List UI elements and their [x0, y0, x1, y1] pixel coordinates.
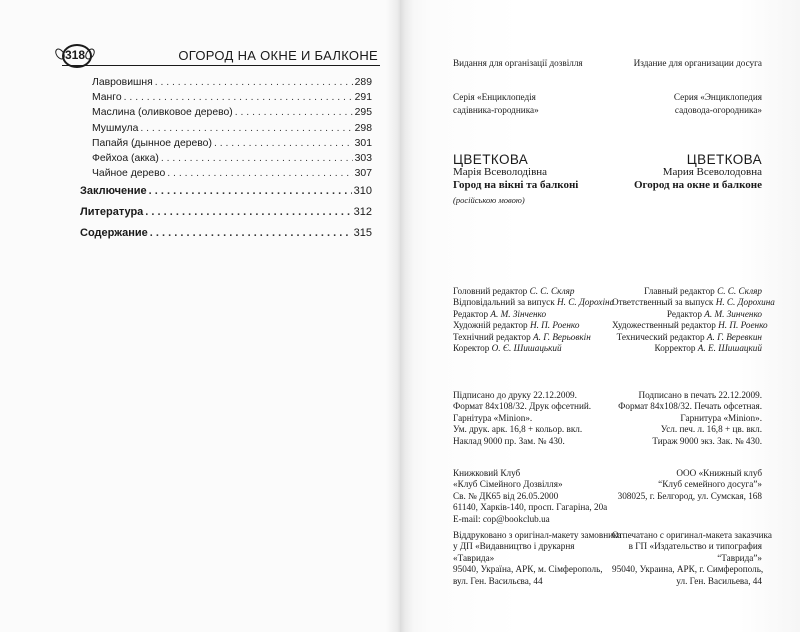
toc-entry-label: Содержание	[80, 227, 148, 240]
print-info-line: Подписано в печать 22.12.2009.	[638, 390, 762, 400]
toc-entry-page: 310	[353, 185, 372, 198]
toc-entry	[80, 123, 372, 138]
publisher-line: 61140, Харків-140, просп. Гагаріна, 20а	[453, 502, 608, 513]
toc-entry-page: 295	[354, 107, 372, 119]
toc-entry-page: 312	[353, 206, 372, 219]
staff-role: Редактор	[453, 308, 491, 319]
toc-entry	[80, 138, 372, 153]
staff-entry	[453, 309, 603, 320]
toc-leader-dots	[145, 206, 351, 218]
toc-entry-label: Папайя (дынное дерево)	[92, 137, 212, 149]
printer-line: “Таврида”»	[717, 552, 762, 563]
staff-role: Редактор	[666, 308, 705, 319]
staff-entry	[612, 286, 762, 297]
series-line: садівника-городника»	[453, 104, 539, 115]
print-info-line: Тираж 9000 экз. Зак. № 430.	[652, 435, 762, 446]
toc-leader-dots	[140, 123, 352, 134]
toc-leader-dots	[149, 185, 352, 197]
publisher-info	[453, 468, 608, 525]
publisher-line: “Клуб семейного досуга”»	[658, 479, 762, 490]
author-surname: ЦВЕТКОВА	[453, 152, 529, 167]
header-divider	[62, 65, 380, 66]
book-title: Огород на окне и балконе	[633, 179, 762, 192]
author-block	[453, 153, 603, 207]
author-surname: ЦВЕТКОВА	[686, 152, 762, 167]
printer-info	[453, 530, 622, 587]
edition-type: Видання для організації дозвілля	[453, 58, 583, 68]
staff-role: Відповідальний за випуск	[453, 297, 558, 308]
printer-line: 95040, Украина, АРК, г. Симферополь,	[612, 564, 764, 575]
staff-role: Технічний редактор	[453, 331, 533, 342]
toc-leader-dots	[161, 153, 353, 164]
staff-person: Н. П. Роенко	[529, 320, 580, 331]
printer-line: «Таврида»	[453, 552, 495, 563]
toc-entry	[80, 77, 372, 92]
staff-entry	[612, 320, 768, 331]
print-info	[612, 390, 762, 447]
staff-role: Художній редактор	[453, 320, 530, 331]
staff-entry	[612, 309, 762, 320]
publisher-line: 308025, г. Белгород, ул. Сумская, 168	[617, 490, 762, 501]
page-number: 318	[64, 48, 86, 62]
language-note: (російською мовою)	[453, 194, 525, 205]
staff-role: Художественный редактор	[612, 320, 719, 331]
toc-entry	[80, 185, 372, 204]
publisher-line: Книжковий Клуб	[453, 468, 521, 478]
series-line: Серия «Энциклопедия	[673, 92, 762, 102]
toc-entry-page: 307	[354, 168, 372, 180]
print-info-line: Гарнитура «Minion».	[680, 412, 762, 423]
staff-person: С. С. Скляр	[717, 286, 762, 296]
printer-info	[612, 530, 772, 587]
toc-entry-label: Фейхоа (акка)	[92, 152, 159, 164]
staff-role: Технический редактор	[616, 331, 707, 342]
toc-leader-dots	[155, 77, 353, 88]
staff-role: Коректор	[453, 343, 492, 354]
series-line: Серія «Енциклопедія	[453, 92, 536, 102]
printer-line: ул. Ген. Васильева, 44	[676, 575, 762, 586]
toc-entry	[80, 92, 372, 107]
toc-entry	[80, 153, 372, 168]
publisher-line: E-mail: cop@bookclub.ua	[453, 513, 550, 524]
toc-leader-dots	[214, 138, 353, 149]
print-info-line: Усл. печ. л. 16,8 + цв. вкл.	[660, 424, 762, 435]
print-info-line: Підписано до друку 22.12.2009.	[453, 390, 577, 400]
author-block	[612, 153, 762, 193]
toc-leader-dots	[235, 107, 353, 118]
toc-entry-label: Лавровишня	[92, 77, 153, 88]
staff-entry	[612, 343, 762, 354]
author-name: Марія Всеволодівна	[453, 166, 548, 179]
print-info-line: Наклад 9000 пр. Зам. № 430.	[453, 435, 565, 446]
publisher-line: Св. № ДК65 від 26.05.2000	[453, 490, 559, 501]
staff-person: А. Г. Веревкин	[706, 331, 762, 342]
toc-entry-label: Заключение	[80, 185, 147, 198]
staff-role: Корректор	[654, 343, 698, 354]
edition-type: Издание для организации досуга	[633, 58, 762, 68]
staff-person: А. Г. Верьовкін	[532, 331, 591, 342]
staff-entry	[453, 297, 615, 308]
book-gutter	[386, 0, 414, 632]
staff-person: О. Є. Шишацький	[491, 343, 562, 354]
print-info-line: Формат 84x108/32. Печать офсетная.	[618, 401, 762, 412]
staff-person: Н. С. Дорохина	[715, 297, 775, 308]
staff-role: Ответственный за выпуск	[612, 297, 716, 308]
printer-line: Віддруковано з оригінал-макету замовника	[453, 530, 622, 540]
staff-entry	[453, 332, 603, 343]
toc-entry-page: 289	[354, 77, 372, 88]
toc-entry-label: Манго	[92, 92, 122, 104]
publisher-line: ООО «Книжный клуб	[676, 468, 762, 478]
toc-entry-label: Чайное дерево	[92, 168, 166, 180]
staff-person: С. С. Скляр	[529, 286, 575, 296]
staff-person: А. Е. Шишацкий	[697, 343, 762, 354]
toc-entry-label: Мушмула	[92, 122, 139, 134]
toc-entry-page: 301	[354, 137, 372, 149]
toc-entry	[80, 227, 372, 246]
printer-line: Отпечатано с оригинал-макета заказчика	[612, 530, 772, 540]
publisher-line: «Клуб Сімейного Дозвілля»	[453, 479, 563, 490]
staff-entry	[612, 332, 762, 343]
staff-list	[453, 286, 615, 354]
toc-entry-label: Маслина (оливковое дерево)	[92, 107, 233, 119]
staff-role: Главный редактор	[644, 286, 718, 296]
toc-leader-dots	[124, 92, 353, 103]
printer-line: 95040, Україна, АРК, м. Сімферополь,	[453, 564, 603, 575]
printer-line: в ГП «Издательство и типография	[628, 541, 762, 552]
staff-person: Н. С. Дорохіна	[557, 297, 615, 308]
printer-line: вул. Ген. Васильєва, 44	[453, 575, 543, 586]
print-info-line: Ум. друк. арк. 16,8 + кольор. вкл.	[453, 424, 583, 435]
staff-list	[612, 286, 775, 354]
author-name: Мария Всеволодовна	[662, 166, 762, 179]
table-of-contents	[80, 77, 372, 246]
series-line: садовода-огородника»	[674, 104, 762, 115]
publisher-info	[612, 468, 762, 502]
staff-person: А. М. Зинченко	[704, 308, 762, 319]
staff-entry	[612, 297, 775, 308]
staff-entry	[453, 343, 603, 354]
staff-entry	[453, 320, 603, 331]
toc-entry-label: Литература	[80, 206, 144, 219]
book-title: Город на вікні та балконі	[453, 179, 579, 192]
toc-leader-dots	[150, 227, 352, 239]
staff-person: А. М. Зінченко	[490, 308, 547, 319]
staff-role: Головний редактор	[453, 286, 530, 296]
staff-entry	[453, 286, 603, 297]
running-title: ОГОРОД НА ОКНЕ И БАЛКОНЕ	[178, 48, 378, 63]
series-name	[612, 91, 762, 116]
toc-entry-page: 315	[353, 227, 372, 240]
printer-line: у ДП «Видавництво і друкарня	[453, 541, 575, 552]
staff-person: Н. П. Роенко	[718, 320, 768, 331]
toc-entry-page: 291	[354, 92, 372, 104]
toc-entry-page: 303	[354, 152, 372, 164]
print-info	[453, 390, 603, 447]
page-number-badge	[60, 44, 90, 66]
toc-leader-dots	[167, 168, 352, 179]
toc-entry	[80, 168, 372, 183]
print-info-line: Формат 84x108/32. Друк офсетний.	[453, 401, 592, 412]
toc-entry	[80, 206, 372, 225]
toc-entry-page: 298	[354, 122, 372, 134]
print-info-line: Гарнітура «Minion».	[453, 412, 533, 423]
series-name	[453, 91, 603, 116]
toc-entry	[80, 107, 372, 122]
